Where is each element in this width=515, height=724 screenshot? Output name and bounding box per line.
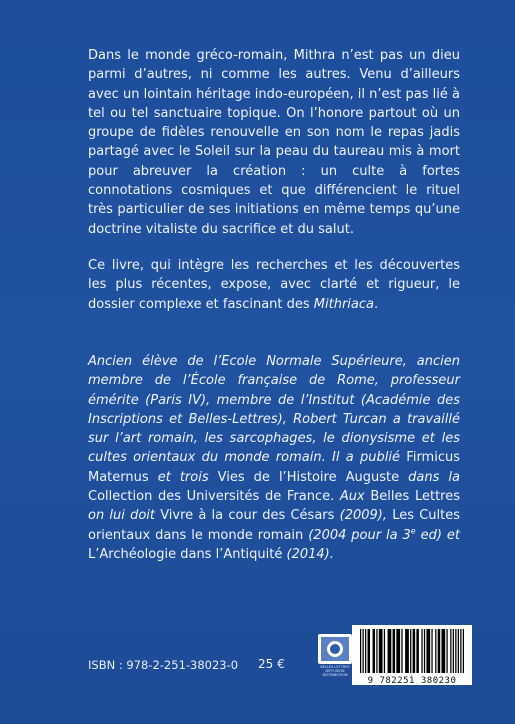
barcode-bar — [405, 629, 409, 673]
barcode-bar — [441, 629, 445, 673]
barcode-bar — [438, 629, 441, 673]
author-biography — [88, 352, 460, 564]
bio-text-9: (2014). — [282, 546, 334, 562]
barcode-bar — [368, 629, 371, 673]
bio-text-2: et trois — [148, 469, 218, 485]
bio-text-1: Ancien élève de l’Ecole Normale Supérieure, ancien membre de l’École française de Rome, professeur émérite (Paris IV), membre de l’Institut (Académie des Inscriptions et Belles-Lettres), Robert Turcan a travaillé sur l’art romain, les sarcophages, le dionysisme et les cultes orientaux du monde romain. Il a publié — [88, 354, 460, 466]
bio-text-6: (2009), — [334, 508, 393, 524]
barcode-bar — [446, 629, 447, 673]
isbn-label: ISBN : 978-2-251-38023-0 — [88, 658, 239, 672]
barcode-bar — [450, 629, 451, 673]
barcode-bar — [435, 629, 436, 673]
bio-text-5: on lui doit — [88, 508, 161, 524]
publisher-emblem-icon — [318, 634, 352, 664]
description-end: . — [374, 296, 379, 312]
bio-work-3: Collection des Universités de France. — [88, 489, 335, 505]
bio-text-3: dans la — [399, 469, 460, 485]
barcode-bar — [410, 629, 411, 673]
bio-text-7: (2004 pour la 3 — [303, 527, 411, 543]
barcode-bar — [365, 629, 366, 673]
barcode-bar — [460, 629, 461, 673]
barcode-bar — [458, 629, 459, 673]
description-title: Mithriaca — [313, 296, 374, 312]
barcode-bars — [352, 625, 472, 677]
barcode-bar — [426, 629, 430, 673]
barcode-number: 9 782251 380230 — [367, 676, 457, 686]
barcode-bar — [393, 629, 396, 673]
barcode-bar — [363, 629, 364, 673]
description-text: Ce livre, qui intègre les recherches et les découvertes les plus récentes, expose, avec clarté et rigueur, le dossier complexe et fascinant des — [88, 258, 460, 312]
barcode-bar — [421, 629, 422, 673]
barcode-bar — [453, 629, 454, 673]
summary-paragraph: Dans le monde gréco-romain, Mithra n’est pas un dieu parmi d’autres, ni comme les autres. Venu d’ailleurs avec un lointain héritage indo-européen, il n’est pas lié à tel ou tel sanctuaire topique. On l’honore partout où un groupe de fidèles renouvelle en son nom le repas jadis partagé avec le Soleil sur la peau du taureau mis à mort pour abreuver la création : un culte à fortes connotations cosmiques et que différencient le rituel très particulier de ses initiations en même temps qu’une doctrine vitaliste du sacrifice et du salut. — [88, 48, 460, 237]
bio-work-5: Vivre à la cour des Césars — [160, 508, 335, 524]
barcode-bar — [413, 629, 416, 673]
barcode-bar — [455, 629, 456, 673]
barcode-bar — [384, 629, 385, 673]
bio-superscript: e — [410, 526, 416, 536]
barcode-bar — [431, 629, 432, 673]
bio-work-1: Firmicus Maternus — [88, 450, 460, 485]
bio-work-7: L’Archéologie dans l’Antiquité — [88, 546, 283, 562]
bio-text-4: Aux — [334, 489, 371, 505]
bio-work-6: Les Cultes orientaux dans le monde romain — [88, 508, 460, 543]
barcode-bar — [424, 629, 425, 673]
price-label: 25 € — [258, 657, 285, 671]
bio-work-2: Vies de l’Histoire Auguste — [217, 469, 400, 485]
barcode-bar — [401, 629, 402, 673]
barcode-bar — [388, 629, 392, 673]
barcode-bar — [373, 629, 376, 673]
barcode-bar — [416, 629, 419, 673]
barcode-bar — [376, 629, 377, 673]
barcode-bar — [463, 629, 464, 673]
book-description — [88, 256, 460, 314]
bio-text-8: ed) et — [415, 527, 460, 543]
barcode-bar — [379, 629, 383, 673]
publisher-logo-text: BELLES LETTRES DIFFUSION DISTRIBUTION — [320, 665, 350, 677]
barcode-bar — [396, 629, 400, 673]
bio-work-4: Belles Lettres — [370, 489, 460, 505]
barcode-bar — [360, 629, 361, 673]
publisher-logo — [318, 634, 352, 680]
